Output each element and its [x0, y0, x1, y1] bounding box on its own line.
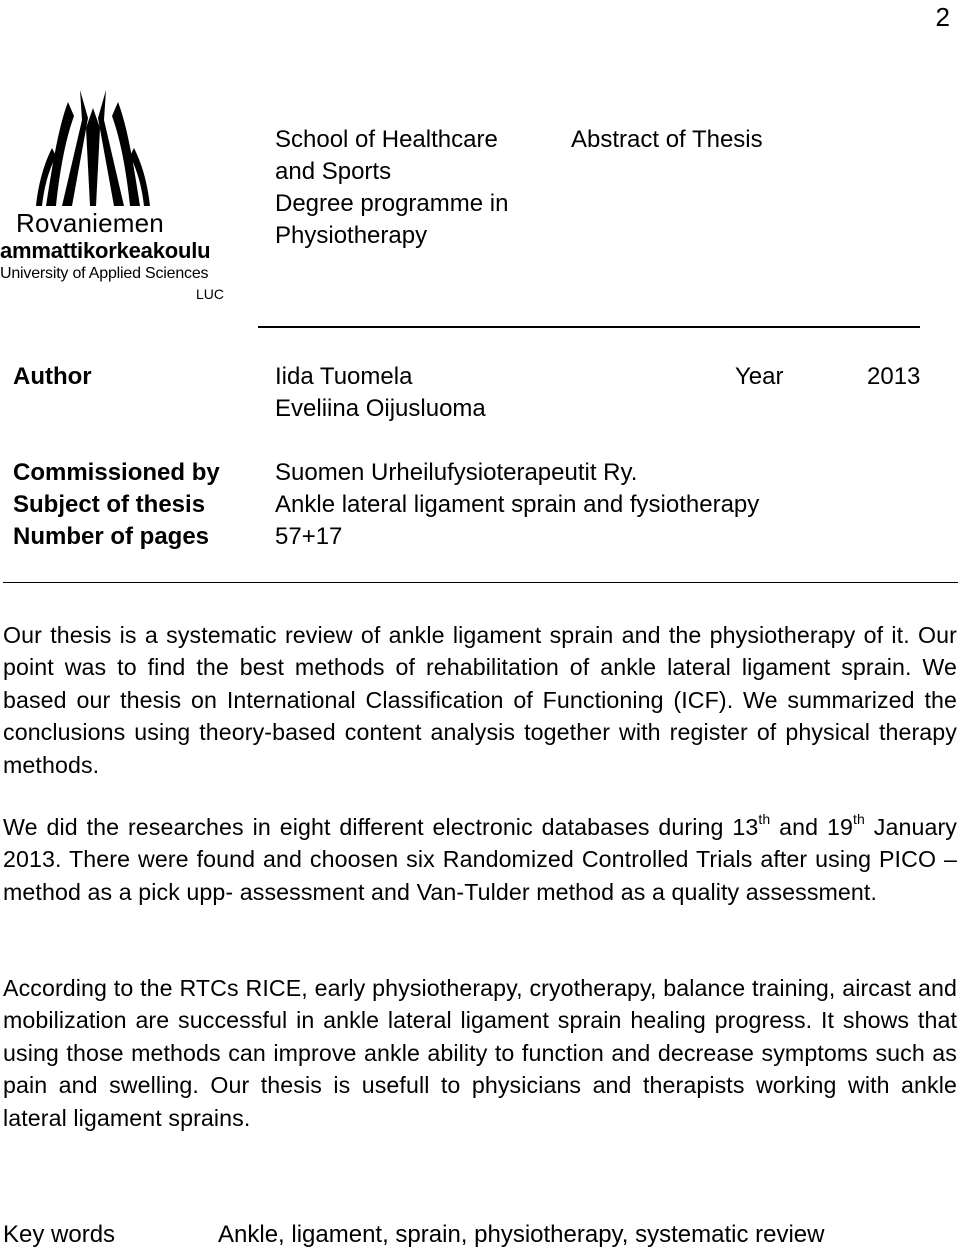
pages-label: Number of pages [13, 523, 210, 550]
p2-text: We did the researches in eight different electronic databases during 13 [3, 814, 759, 840]
header-divider [258, 326, 920, 328]
university-logo [0, 88, 230, 303]
abstract-paragraph-3: According to the RTCs RICE, early physiotherapy, cryotherapy, balance training, aircast and mobilization are successful in ankle lateral ligament sprain healing progress. It shows that using those methods can improve ankle ability to function and decrease symptoms such as pain and swelling. Our thesis is usefull to physicians and therapists working with ankle lateral ligament sprains. [3, 975, 957, 1131]
year-label: Year [735, 363, 784, 390]
school-line: Physiotherapy [275, 222, 428, 249]
ordinal-suffix: th [853, 811, 865, 828]
keywords-value: Ankle, ligament, sprain, physiotherapy, systematic review [218, 1221, 825, 1248]
school-line: School of Healthcare [275, 126, 498, 153]
pages-value: 57+17 [275, 523, 343, 550]
meta-divider [3, 582, 958, 583]
school-line: and Sports [275, 158, 392, 185]
p2-text: and 19 [770, 814, 854, 840]
subject-label: Subject of thesis [13, 491, 206, 518]
author-value [275, 361, 486, 425]
logo-text-ammattikorkeakoulu: ammattikorkeakoulu [0, 238, 211, 263]
logo-text-luc: LUC [196, 286, 225, 302]
p2-text: January 2013. There were found and choosen six Randomized Controlled Trials after using PICO –method as a pick upp- assessment and Van-Tulder method as a quality assessment. [3, 814, 957, 905]
logo-text-university: University of Applied Sciences [0, 265, 209, 282]
doc-type: Abstract of Thesis [571, 126, 763, 153]
logo-emblem-icon [28, 88, 158, 208]
school-line: Degree programme in [275, 190, 509, 217]
ordinal-suffix: th [758, 811, 771, 828]
author-label: Author [13, 363, 92, 390]
commissioned-label: Commissioned by [13, 459, 220, 486]
logo-text-rovaniemen: Rovaniemen [16, 208, 164, 238]
abstract-paragraph-2 [3, 811, 957, 908]
commissioned-value: Suomen Urheilufysioterapeutit Ry. [275, 459, 638, 486]
abstract-paragraph-1: Our thesis is a systematic review of ankle ligament sprain and the physiotherapy of it. Our point was to find the best methods of rehabilitation of ankle lateral ligament sprain. We based our thesis on International Classification of Functioning (ICF). We summarized the conclusions using theory-based content analysis together with register of physical therapy methods. [3, 622, 957, 778]
year-value: 2013 [867, 363, 921, 390]
keywords-label: Key words [3, 1221, 116, 1248]
author-name: Eveliina Oijusluoma [275, 395, 486, 422]
author-name: Iida Tuomela [275, 363, 413, 390]
school-block [275, 124, 508, 252]
page-number: 2 [935, 2, 950, 32]
subject-value: Ankle lateral ligament sprain and fysiotherapy [275, 491, 760, 518]
